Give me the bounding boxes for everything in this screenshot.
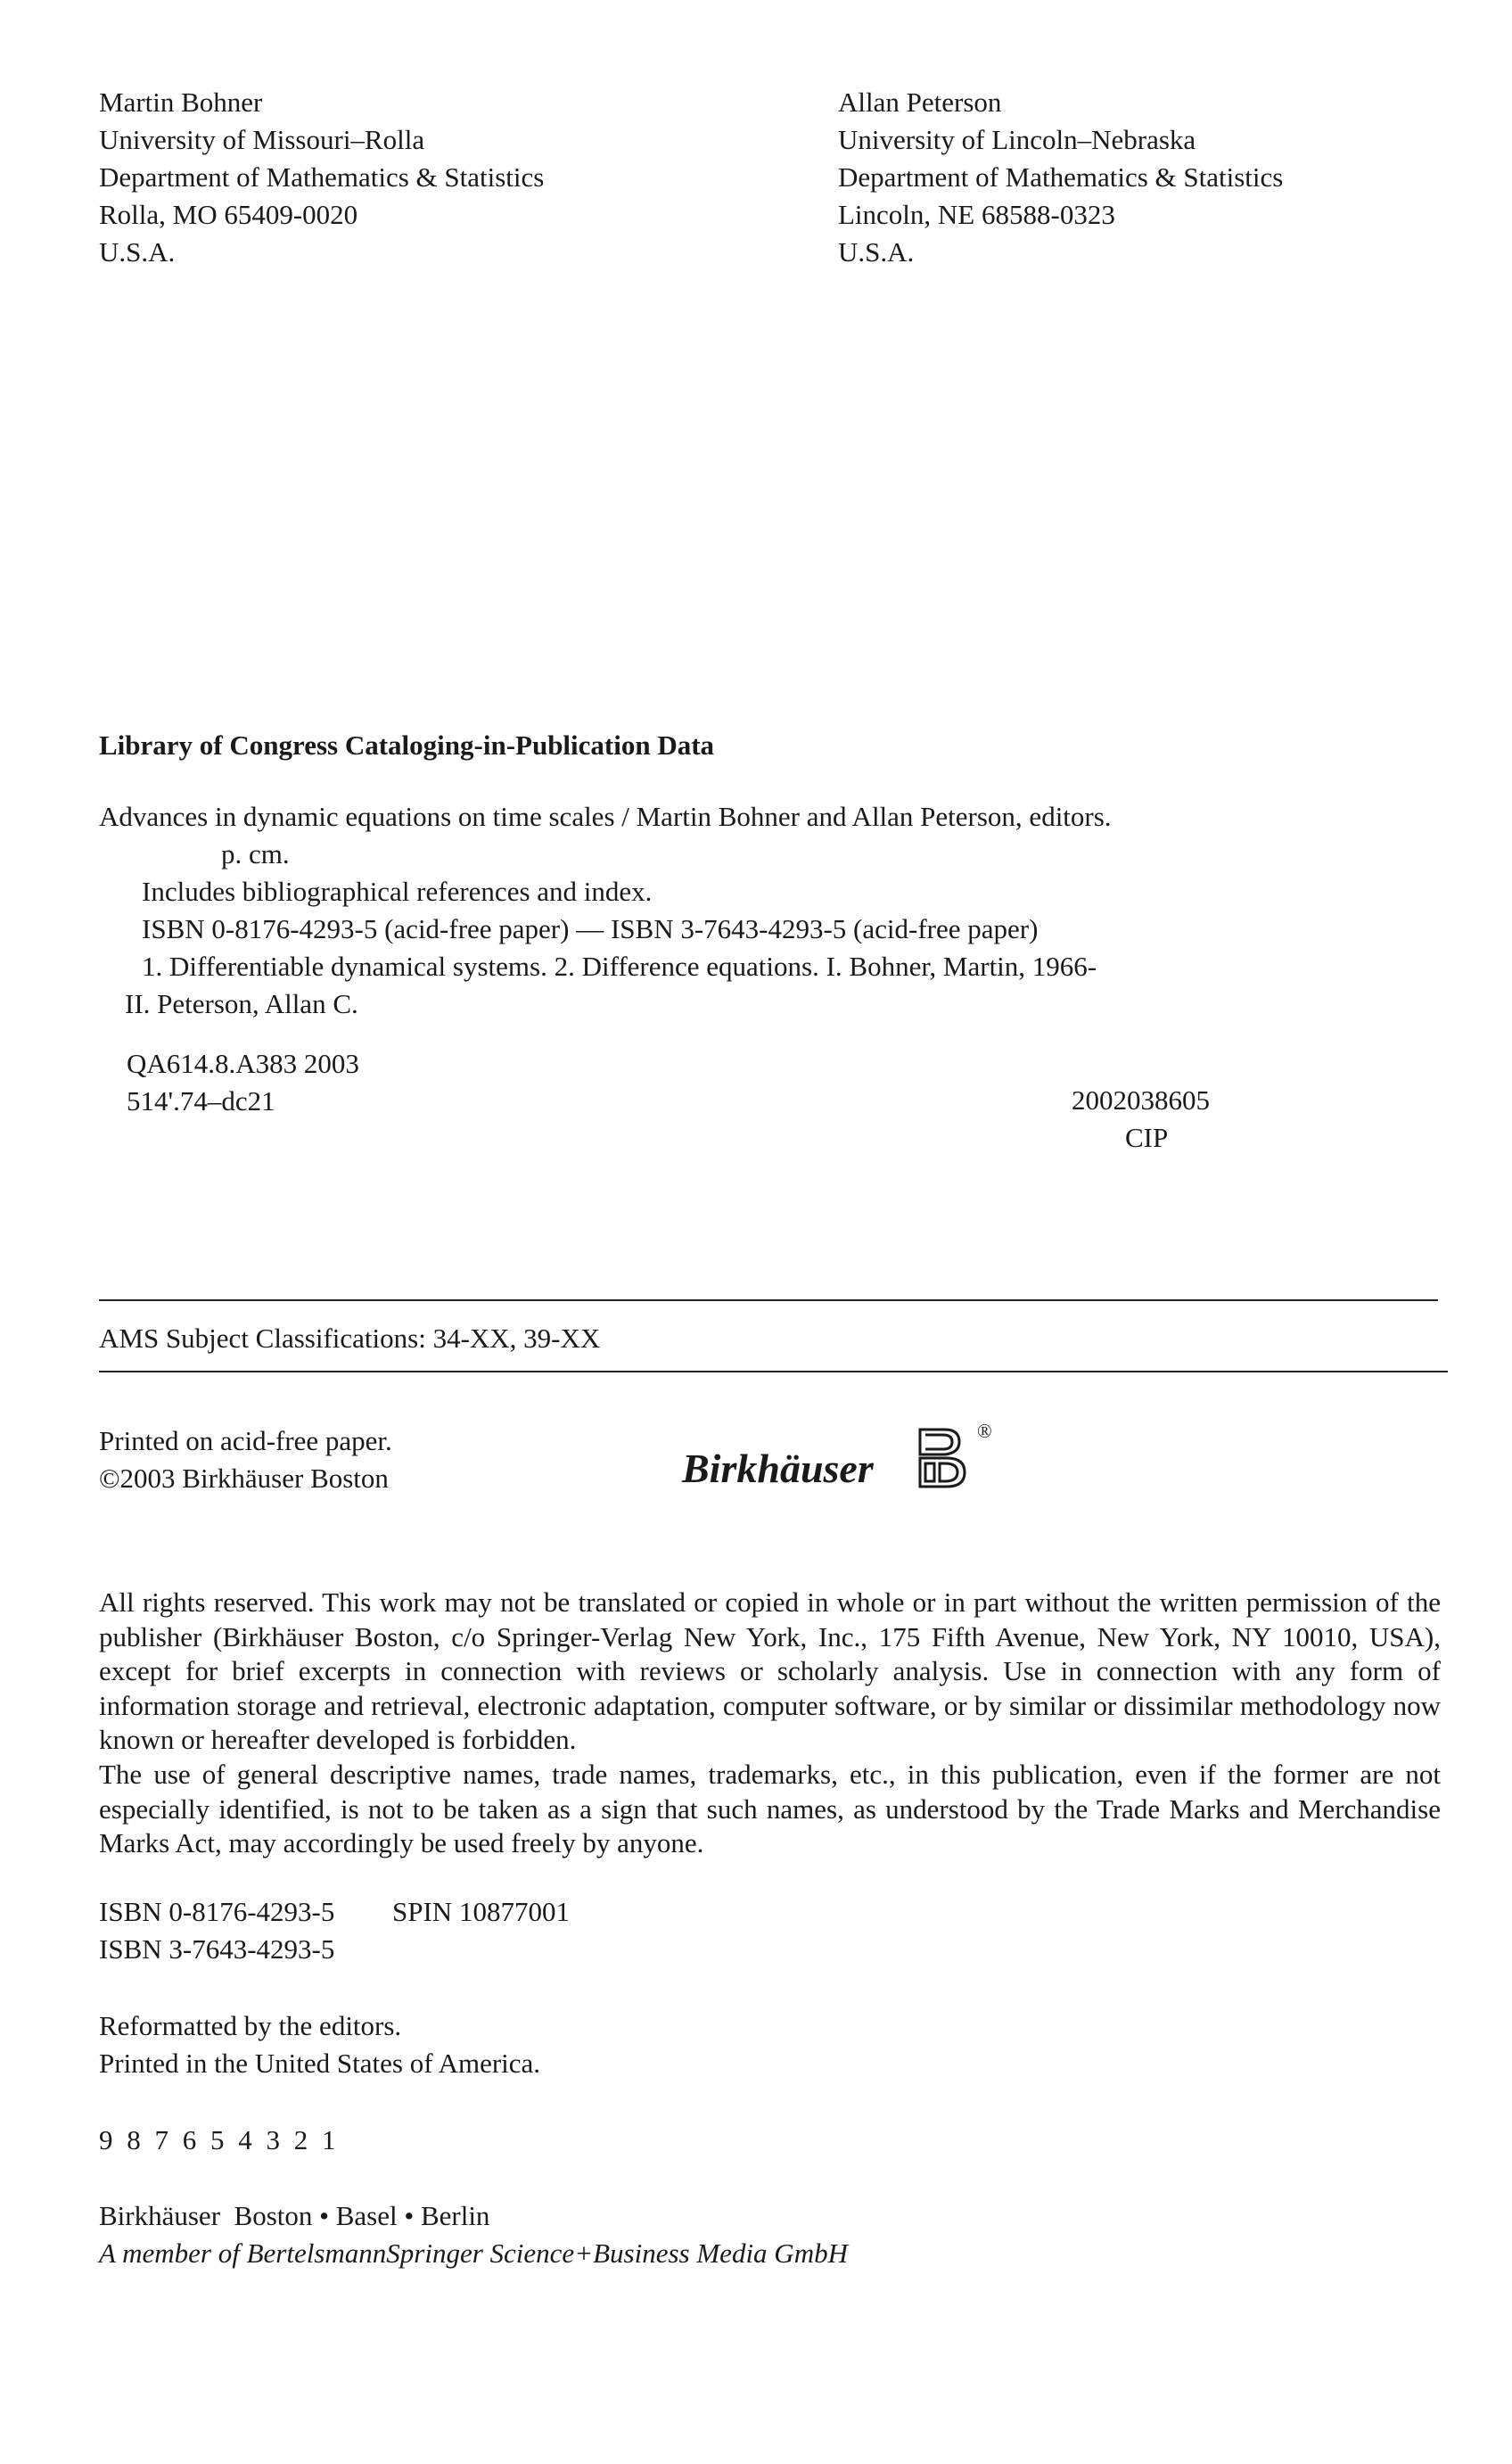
author-right-country: U.S.A. <box>838 236 915 268</box>
author-left-city: Rolla, MO 65409-0020 <box>99 199 358 230</box>
author-left-name: Martin Bohner <box>99 87 263 118</box>
author-right-university: University of Lincoln–Nebraska <box>838 124 1196 155</box>
isbn-1: ISBN 0-8176-4293-5 <box>99 1896 335 1927</box>
print-line: 9 8 7 6 5 4 3 2 1 <box>99 2124 340 2155</box>
cip-heading: Library of Congress Cataloging-in-Publication Data <box>99 729 715 761</box>
rights-paragraph-2: The use of general descriptive names, trade names, trademarks, etc., in this publication, even if the former are not especially identified, is not to be taken as a sign that such names, as understood by the Trade Marks and Merchandise Marks Act, may accordingly be used freely by anyone. <box>99 1759 1441 1858</box>
copyright-line: ©2003 Birkhäuser Boston <box>99 1463 389 1494</box>
cip-pcm: p. cm. <box>221 838 290 869</box>
cip-subjects-line2: II. Peterson, Allan C. <box>125 988 358 1019</box>
registered-mark: ® <box>977 1420 992 1442</box>
printing-notes <box>99 2007 540 2082</box>
reformatted-note: Reformatted by the editors. <box>99 2010 402 2041</box>
spin-number: SPIN 10877001 <box>392 1896 570 1927</box>
author-left-address <box>99 84 544 271</box>
cip-classification <box>127 1045 359 1120</box>
author-right-address <box>838 84 1283 271</box>
publisher-cities: Birkhäuser Boston • Basel • Berlin <box>99 2200 490 2231</box>
isbn-block <box>99 1893 334 1968</box>
publisher-logo-mark <box>913 1422 975 1494</box>
author-right-city: Lincoln, NE 68588-0323 <box>838 199 1115 230</box>
author-left-university: University of Missouri–Rolla <box>99 124 425 155</box>
printed-in-note: Printed in the United States of America. <box>99 2048 541 2079</box>
printing-block <box>99 1422 392 1497</box>
author-left-department: Department of Mathematics & Statistics <box>99 161 545 193</box>
publisher-info <box>99 2197 848 2272</box>
isbn-2: ISBN 3-7643-4293-5 <box>99 1933 335 1965</box>
author-left-country: U.S.A. <box>99 236 176 268</box>
rule-bottom <box>99 1371 1448 1372</box>
acid-free-note: Printed on acid-free paper. <box>99 1425 392 1456</box>
author-right-name: Allan Peterson <box>838 87 1002 118</box>
cip-label: CIP <box>1125 1122 1169 1153</box>
cip-isbn-line: ISBN 0-8176-4293-5 (acid-free paper) — ISBN 3-7643-4293-5 (acid-free paper) <box>142 913 1039 944</box>
cip-call-number: QA614.8.A383 2003 <box>127 1048 359 1079</box>
cip-lccn: 2002038605 <box>1072 1084 1210 1116</box>
rule-top <box>99 1299 1438 1301</box>
birkhauser-b-logo-icon <box>913 1422 975 1494</box>
publisher-logo-word: Birkhäuser <box>682 1446 874 1491</box>
cip-block <box>99 798 1112 1023</box>
publisher-member: A member of BertelsmannSpringer Science+Business Media GmbH <box>99 2237 848 2269</box>
ams-classifications: AMS Subject Classifications: 34-XX, 39-XX <box>99 1323 601 1354</box>
cip-dewey: 514'.74–dc21 <box>127 1085 275 1117</box>
author-right-department: Department of Mathematics & Statistics <box>838 161 1284 193</box>
cip-includes: Includes bibliographical references and index. <box>142 876 653 907</box>
cip-title-line: Advances in dynamic equations on time scales / Martin Bohner and Allan Peterson, editors. <box>99 801 1112 832</box>
cip-subjects-line1: 1. Differentiable dynamical systems. 2. Difference equations. I. Bohner, Martin, 1966- <box>142 951 1097 982</box>
rights-paragraph-1: All rights reserved. This work may not be translated or copied in whole or in part without the written permission of the publisher (Birkhäuser Boston, c/o Springer-Verlag New York, Inc., 175 Fifth Avenue, New York, NY 10010, USA), except for brief excerpts in connection with reviews or scholarly analysis. Use in connection with any form of information storage and retrieval, electronic adaptation, computer software, or by similar or dissimilar methodology now known or hereafter developed is forbidden. <box>99 1586 1441 1755</box>
